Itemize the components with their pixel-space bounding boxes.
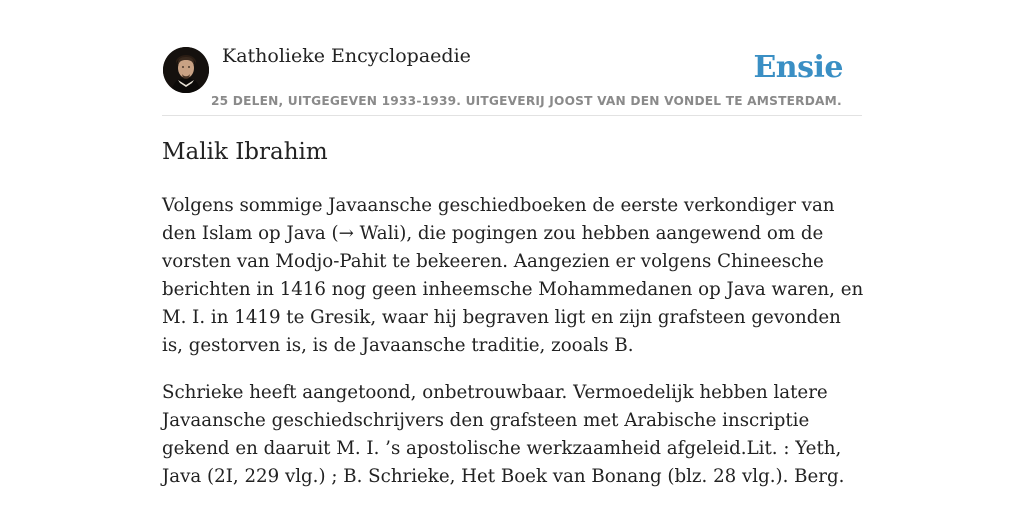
site-title[interactable]: Katholieke Encyclopaedie [222,45,471,67]
header-divider [162,115,862,116]
encyclopedia-subtitle: 25 DELEN, UITGEGEVEN 1933-1939. UITGEVERIJ JOOST VAN DEN VONDEL TE AMSTERDAM. [211,94,842,108]
entry-title: Malik Ibrahim [162,139,328,165]
entry-paragraph-1: Volgens sommige Javaansche geschiedboeken de eerste verkondiger van den Islam op Java (→ Wali), die pogingen zou hebben aangewend om de vorsten van Modjo-Pahit te bekeeren. Aangezien er volgens Chineesche berichten in 1416 nog geen inheemsche Mohammedanen op Java waren, en M. I. in 1419 te Gresik, waar hij begraven ligt en zijn grafsteen gevonden is, gestorven is, is de Javaansche traditie, zooals B. [162,195,864,356]
portrait-avatar-icon[interactable] [163,47,209,93]
brand-logo[interactable]: Ensie [753,50,843,85]
entry-paragraph-2: Schrieke heeft aangetoond, onbetrouwbaar. Vermoedelijk hebben latere Javaansche geschiedschrijvers den grafsteen met Arabische inscriptie gekend en daaruit M. I. ’s apostolische werkzaamheid afgeleid.Lit. : Yeth, Java (2I, 229 vlg.) ; B. Schrieke, Het Boek van Bonang (blz. 28 vlg.). Berg. [162,382,845,487]
